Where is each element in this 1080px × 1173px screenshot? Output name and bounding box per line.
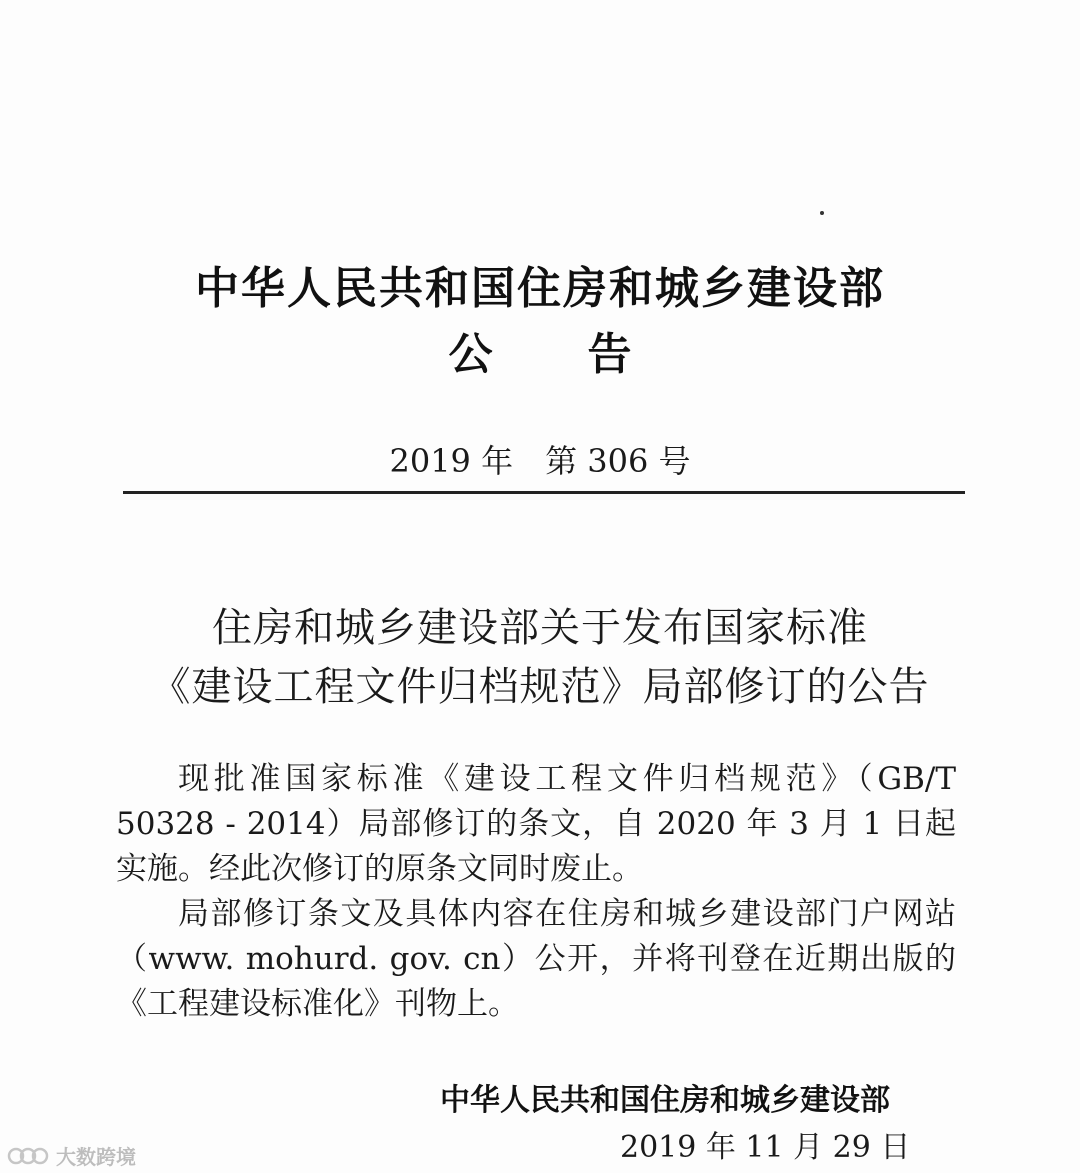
document-type-heading: 公告 — [448, 329, 727, 380]
header-divider — [123, 491, 965, 494]
body-paragraph-2: 局部修订条文及具体内容在住房和城乡建设部门户网站（www. mohurd. gov. cn）公开，并将刊登在近期出版的《工程建设标准化》刊物上。 — [116, 896, 956, 1022]
watermark — [6, 1141, 136, 1170]
signature-organization: 中华人民共和国住房和城乡建设部 — [440, 1083, 890, 1118]
watermark-text: 大数跨境 — [56, 1145, 136, 1169]
scan-speck — [820, 211, 824, 215]
watermark-logo-icon — [6, 1144, 50, 1168]
announcement-body — [116, 757, 956, 1027]
body-paragraph-1: 现批准国家标准《建设工程文件归档规范》（GB/T 50328 - 2014）局部修订的条文，自 2020 年 3 月 1 日起实施。经此次修订的原条文同时废止。 — [116, 761, 956, 887]
announcement-title-line-2: 《建设工程文件归档规范》局部修订的公告 — [150, 664, 930, 710]
signature-date: 2019 年 11 月 29 日 — [620, 1130, 911, 1165]
document-number: 2019 年 第 306 号 — [389, 442, 691, 480]
issuer-heading: 中华人民共和国住房和城乡建设部 — [195, 263, 885, 314]
announcement-title-line-1: 住房和城乡建设部关于发布国家标准 — [212, 605, 868, 651]
